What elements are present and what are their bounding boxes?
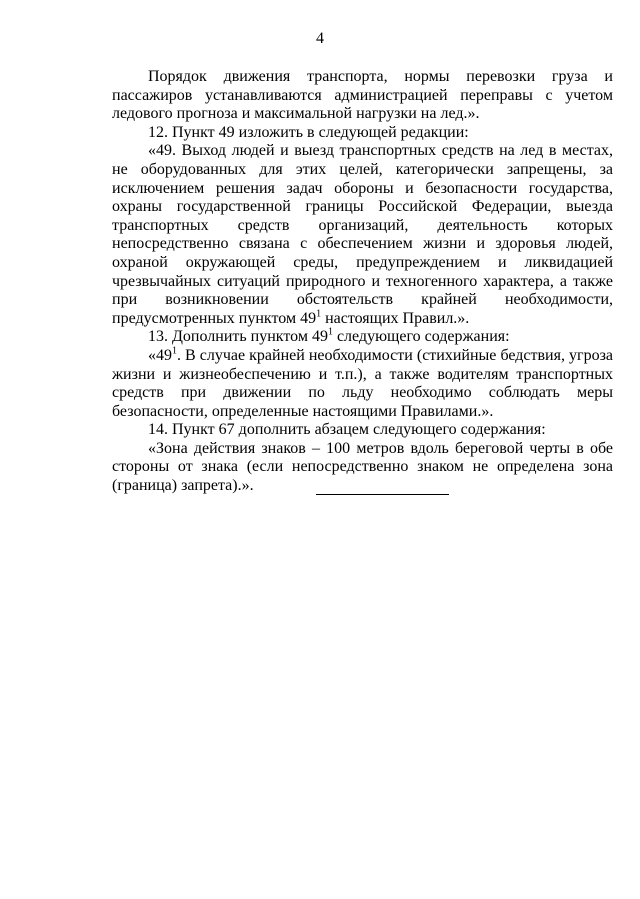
paragraph-point-49 xyxy=(112,142,613,328)
paragraph-sign-zone xyxy=(112,440,613,496)
paragraph-text: «Зона действия знаков – 100 метров вдоль береговой черты в обе стороны от знака (если непосредственно знаком не определена зона (граница) запрета).». xyxy=(112,439,613,495)
paragraph-transport-rules xyxy=(112,68,613,124)
paragraph-text-tail: настоящих Правил.». xyxy=(321,309,470,327)
paragraph-item-14 xyxy=(112,421,613,440)
paragraph-text: «49. Выход людей и выезд транспортных средств на лед в местах, не оборудованных для этих целей, категорически запрещены, за исключением решения задач обороны и безопасности государства, охраны государственной границы Российской Федерации, выезда транспортных средств организаций, деятельность которых непосредственно связана с обеспечением жизни и здоровья людей, охраной окружающей среды, предупреждением и ликвидацией чрезвычайных ситуаций природного и техногенного характера, а также при возникновении обстоятельств крайней необходимости, предусмотренных пунктом 49 xyxy=(112,142,613,327)
paragraph-item-12 xyxy=(112,124,613,143)
paragraph-item-13 xyxy=(112,328,613,347)
superscript: 1 xyxy=(316,308,322,320)
paragraph-point-49-1 xyxy=(112,347,613,421)
paragraph-text: Порядок движения транспорта, нормы перевозки груза и пассажиров устанавливаются администрацией переправы с учетом ледового прогноза и максимальной нагрузки на лед.». xyxy=(112,68,613,123)
paragraph-text-tail: следующего содержания: xyxy=(332,328,510,346)
paragraph-text: 12. Пункт 49 изложить в следующей редакции: xyxy=(148,123,469,141)
paragraph-text-tail: . В случае крайней необходимости (стихийные бедствия, угроза жизни и жизнеобеспечению и т.п.), а также водителям транспортных средств при движении по льду необходимо соблюдать меры безопасности, определенные настоящими Правилами.». xyxy=(112,346,613,420)
superscript: 1 xyxy=(327,326,333,338)
paragraph-text: 13. Дополнить пунктом 49 xyxy=(148,328,328,346)
paragraph-text: 14. Пункт 67 дополнить абзацем следующего содержания: xyxy=(148,421,546,439)
paragraph-text: «49 xyxy=(148,346,172,364)
page-number: 4 xyxy=(316,30,324,47)
superscript: 1 xyxy=(172,345,177,357)
document-body xyxy=(112,68,613,496)
closing-separator-line xyxy=(316,494,449,495)
